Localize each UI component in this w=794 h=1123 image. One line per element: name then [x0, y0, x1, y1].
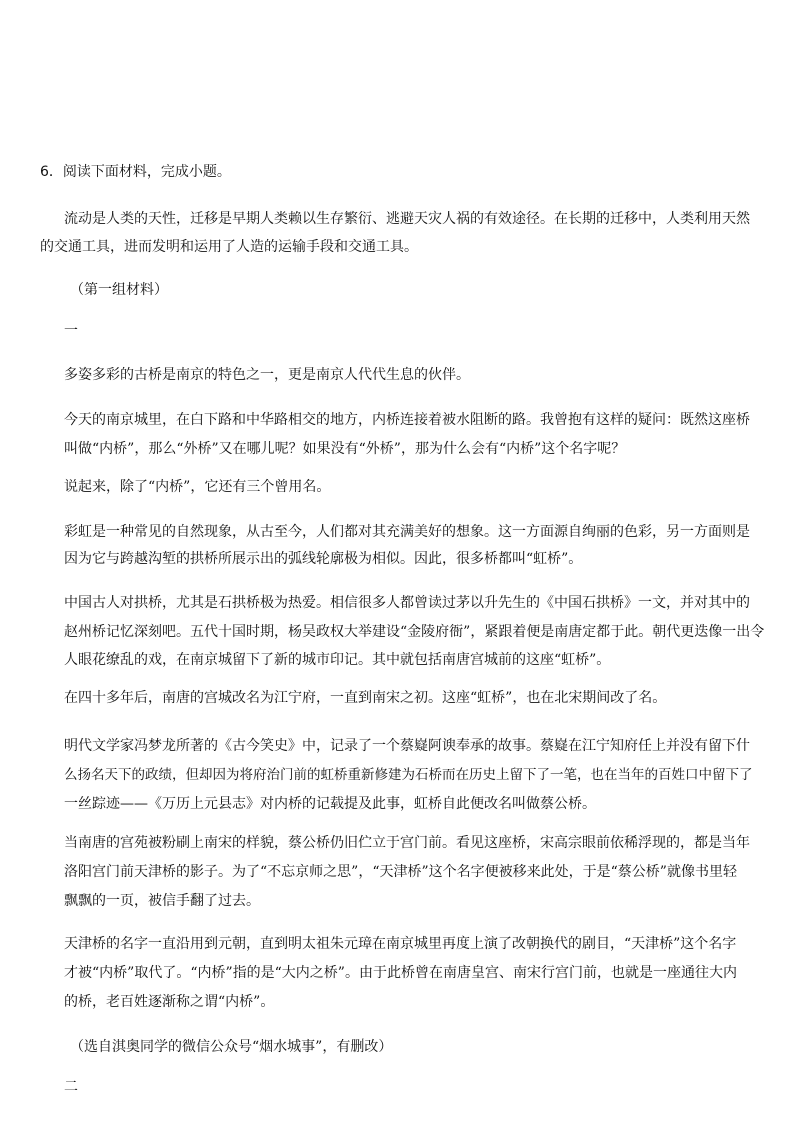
paragraph-9-line-2: 才被“内桥”取代了。“内桥”指的是“大内之桥”。由于此桥曾在南唐皇宫、南宋行宫门前，也就是一座通往大内: [64, 965, 737, 981]
paragraph-9-line-3: 的桥，老百姓逐渐称之谓“内桥”。: [64, 994, 275, 1010]
paragraph-7-line-3: 一丝踪迹——《万历上元县志》对内桥的记载提及此事，虹桥自此便改名叫做蔡公桥。: [64, 796, 596, 812]
group-label: （第一组材料）: [70, 282, 168, 298]
intro-line-2: 的交通工具，进而发明和运用了人造的运输手段和交通工具。: [40, 239, 418, 255]
section-one-heading: 一: [64, 323, 78, 339]
paragraph-8-line-2: 洛阳宫门前天津桥的影子。为了“不忘京师之思”，“天津桥”这个名字便被移来此处，于是“蔡公桥”就像书里轻: [64, 864, 737, 880]
section-two-heading: 二: [64, 1079, 78, 1095]
source-note: （选自淇奥同学的微信公众号“烟水城事”，有删改）: [70, 1039, 393, 1055]
paragraph-2-line-2: 叫做“内桥”，那么“外桥”又在哪儿呢？如果没有“外桥”，那为什么会有“内桥”这个名字呢？: [64, 441, 626, 457]
paragraph-2-line-1: 今天的南京城里，在白下路和中华路相交的地方，内桥连接着被水阻断的路。我曾抱有这样的疑问：既然这座桥: [64, 412, 750, 428]
paragraph-5-line-2: 赵州桥记忆深刻吧。五代十国时期，杨吴政权大举建设“金陵府衙”，紧跟着便是南唐定都于此。朝代更迭像一出令: [64, 624, 765, 640]
paragraph-5-line-1: 中国古人对拱桥，尤其是石拱桥极为热爱。相信很多人都曾读过茅以升先生的《中国石拱桥》一文，并对其中的: [64, 595, 750, 611]
paragraph-5-line-3: 人眼花缭乱的戏，在南京城留下了新的城市印记。其中就包括南唐宫城前的这座“虹桥”。: [64, 652, 611, 668]
paragraph-6: 在四十多年后，南唐的宫城改名为江宁府，一直到南宋之初。这座“虹桥”，也在北宋期间改了名。: [64, 690, 667, 706]
paragraph-1: 多姿多彩的古桥是南京的特色之一，更是南京人代代生息的伙伴。: [64, 367, 470, 383]
paragraph-8-line-3: 飘飘的一页，被信手翻了过去。: [64, 893, 260, 909]
paragraph-7-line-1: 明代文学家冯梦龙所著的《古今笑史》中，记录了一个蔡嶷阿谀奉承的故事。蔡嶷在江宁知府任上并没有留下什: [64, 738, 750, 754]
paragraph-9-line-1: 天津桥的名字一直沿用到元朝，直到明太祖朱元璋在南京城里再度上演了改朝换代的剧目，“天津桥”这个名字: [64, 936, 737, 952]
paragraph-3: 说起来，除了“内桥”，它还有三个曾用名。: [64, 479, 331, 495]
paragraph-8-line-1: 当南唐的宫苑被粉刷上南宋的样貌，蔡公桥仍旧伫立于宫门前。看见这座桥，宋高宗眼前依稀浮现的，都是当年: [64, 835, 750, 851]
paragraph-4-line-2: 因为它与跨越沟堑的拱桥所展示出的弧线轮廓极为相似。因此，很多桥都叫“虹桥”。: [64, 551, 583, 567]
intro-line-1: 流动是人类的天性，迁移是早期人类赖以生存繁衍、逃避天灾人祸的有效途径。在长期的迁移中，人类利用天然: [64, 211, 750, 227]
paragraph-7-line-2: 么扬名天下的政绩，但却因为将府治门前的虹桥重新修建为石桥而在历史上留下了一笔，也在当年的百姓口中留下了: [64, 767, 753, 783]
question-heading: 6．阅读下面材料，完成小题。: [40, 164, 231, 180]
paragraph-4-line-1: 彩虹是一种常见的自然现象，从古至今，人们都对其充满美好的想象。这一方面源自绚丽的色彩，另一方面则是: [64, 524, 750, 540]
